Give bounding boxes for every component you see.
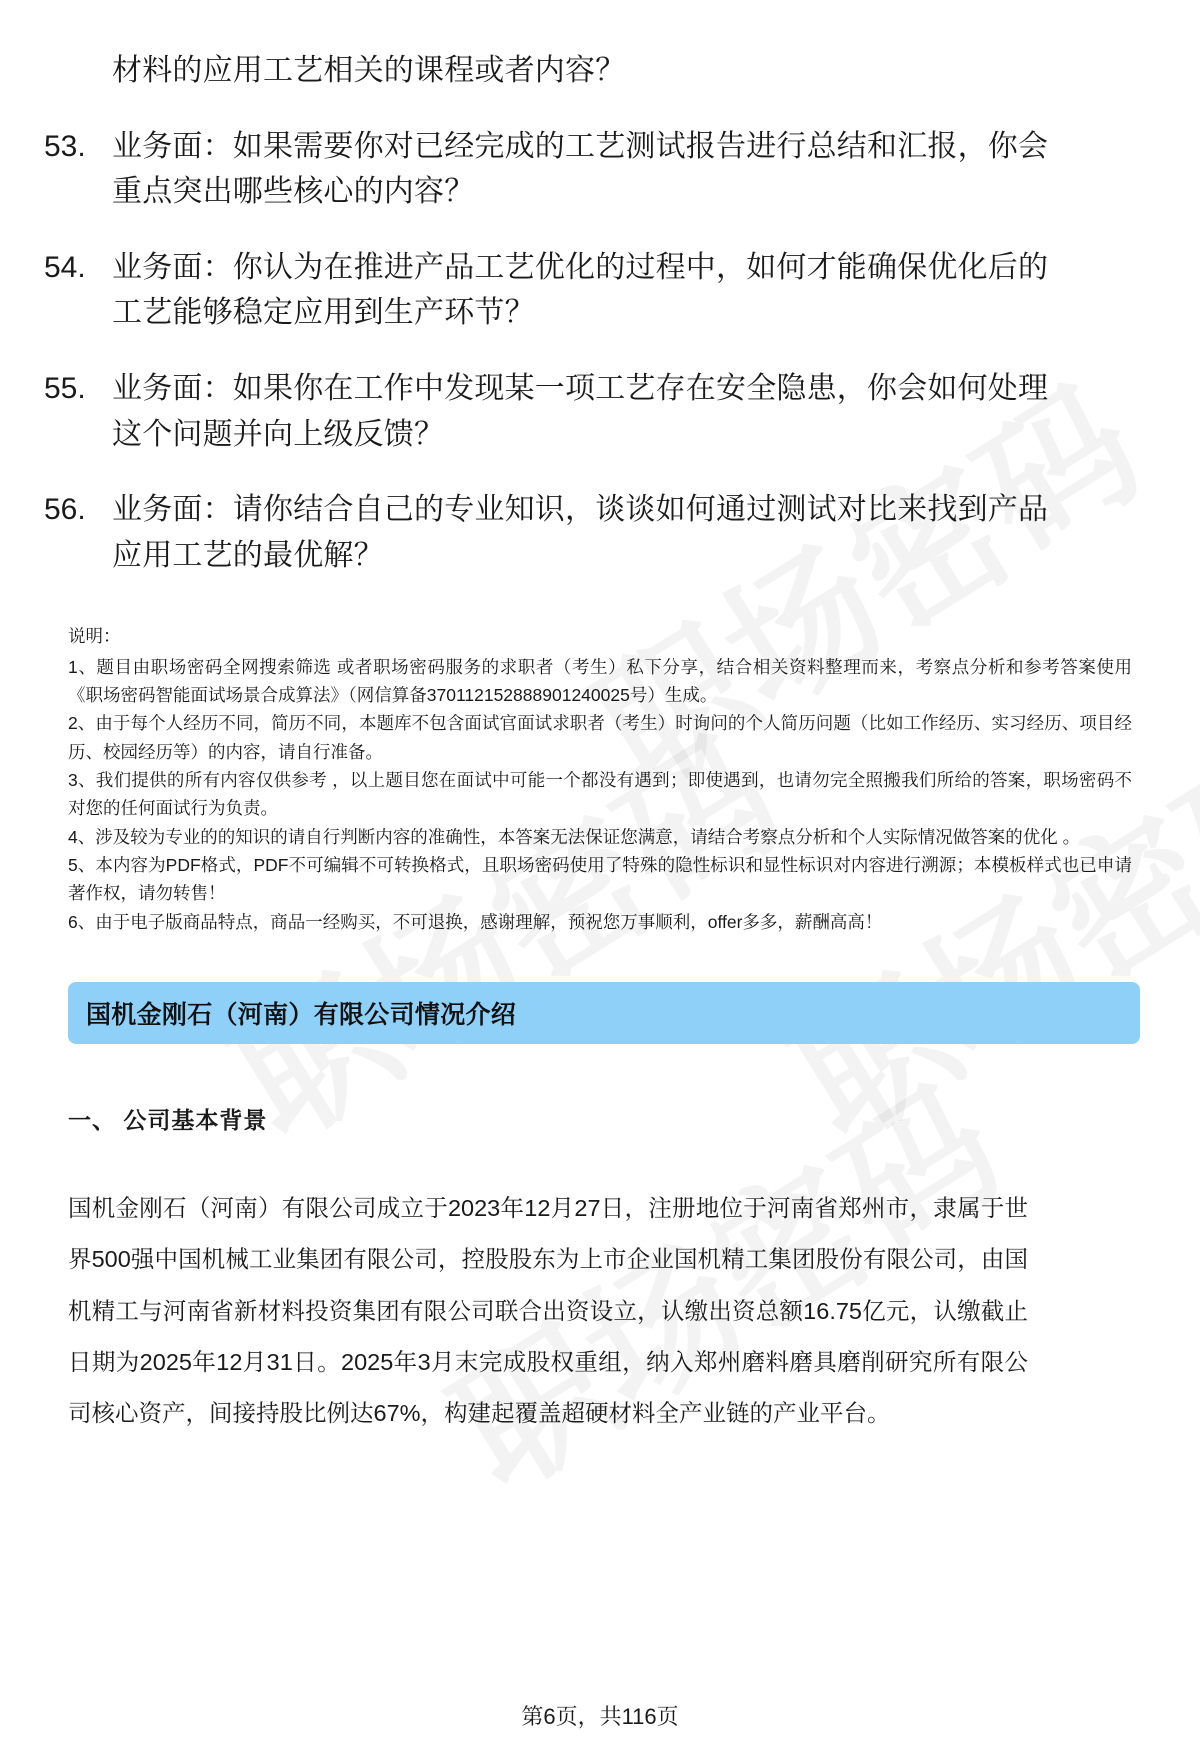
question-list (0, 124, 1200, 579)
note-item: 4、涉及较为专业的的知识的请自行判断内容的准确性，本答案无法保证您满意，请结合考察点分析和个人实际情况做答案的优化 。 (68, 826, 1081, 847)
question-item (0, 124, 1200, 215)
note-item: 5、本内容为PDF格式，PDF不可编辑不可转换格式，且职场密码使用了特殊的隐性标识和显性标识对内容进行溯源；本模板样式也已申请著作权，请勿转售！ (68, 855, 1132, 904)
question-text: 业务面：请你结合自己的专业知识，谈谈如何通过测试对比来找到产品应用工艺的最优解？ (112, 493, 1049, 572)
company-banner (68, 982, 1140, 1044)
question-item (0, 366, 1200, 457)
note-item: 3、我们提供的所有内容仅供参考 ，以上题目您在面试中可能一个都没有遇到；即使遇到，也请勿完全照搬我们所给的答案，职场密码不对您的任何面试行为负责。 (68, 770, 1132, 819)
continued-question-text: 材料的应用工艺相关的课程或者内容？ (112, 54, 626, 87)
section-paragraph: 国机金刚石（河南）有限公司成立于2023年12月27日，注册地位于河南省郑州市，隶属于世界500强中国机械工业集团有限公司，控股股东为上市企业国机精工集团股份有限公司，由国机精工与河南省新材料投资集团有限公司联合出资设立，认缴出资总额16.75亿元，认缴截止日期为2025年12月31日。2025年3月末完成股权重组，纳入郑州磨料磨具磨削研究所有限公司核心资产，间接持股比例达67%，构建起覆盖超硬材料全产业链的产业平台。 (68, 1195, 1028, 1426)
question-number: 56. (44, 493, 86, 527)
note-item: 1、题目由职场密码全网搜索筛选 或者职场密码服务的求职者（考生）私下分享，结合相关资料整理而来，考察点分析和参考答案使用《职场密码智能面试场景合成算法》（网信算备370112152888901240025号）生成。 (68, 656, 1132, 706)
question-number: 53. (44, 129, 86, 163)
section-heading: 一、 公司基本背景 (68, 1107, 268, 1134)
notes-title: 说明： (68, 626, 121, 647)
question-number: 55. (44, 371, 86, 405)
page-footer: 第6页，共116页 (521, 1704, 679, 1729)
question-number: 54. (44, 250, 86, 284)
question-text: 业务面：如果你在工作中发现某一项工艺存在安全隐患，你会如何处理这个问题并向上级反馈？ (112, 371, 1049, 451)
question-text: 业务面：如果需要你对已经完成的工艺测试报告进行总结和汇报，你会重点突出哪些核心的内容？ (112, 129, 1049, 209)
question-item (0, 245, 1200, 336)
notes-list (68, 653, 1132, 936)
note-item: 2、由于每个人经历不同，简历不同，本题库不包含面试官面试求职者（考生）时询问的个人简历问题（比如工作经历、实习经历、项目经历、校园经历等）的内容，请自行准备。 (68, 713, 1132, 762)
note-item: 6、由于电子版商品特点，商品一经购买，不可退换，感谢理解，预祝您万事顺利，offer多多，薪酬高高！ (68, 911, 883, 932)
question-text: 业务面：你认为在推进产品工艺优化的过程中，如何才能确保优化后的工艺能够稳定应用到生产环节？ (112, 250, 1049, 330)
notes-section (0, 622, 1200, 936)
company-banner-title: 国机金刚石（河南）有限公司情况介绍 (86, 1001, 517, 1030)
question-item (0, 487, 1200, 578)
